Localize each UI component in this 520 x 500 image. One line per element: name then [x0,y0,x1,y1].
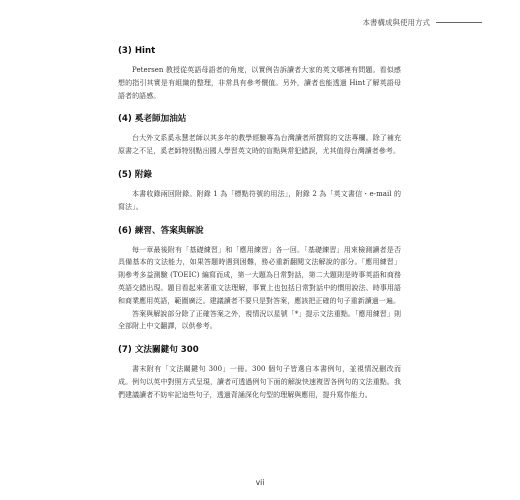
section-paragraph: 台大外文系奚永慧老師以其多年的教學經驗專為台灣讀者所撰寫的文法專欄。除了補充原書之不足，奚老師特別點出國人學習英文時的盲點與常犯錯誤，尤其值得台灣讀者參考。 [118,134,401,156]
header-rule [436,22,482,23]
section-teacher-column [118,114,401,158]
section-paragraph: 每一章最後附有「基礎練習」和「應用練習」各一回。「基礎練習」用來檢測讀者是否具備基本的文法能力，如果答題時遇到困難，務必重新翻閱文法解說的部分。「應用練習」則參考多益測驗 (TOEIC) 編寫而成，第一大題為日常對話，第二大題則是時事英語和商務英語交錯出現。題目看起來著重文法理解，事實上也包括日常對話中的慣用說法、時事用語和商業應用英語，範圍廣泛。建議讀者不要只是對答案，應該把正確的句子重新讀過一遍。 [118,245,401,305]
section-exercises [118,226,401,334]
section-paragraph: Petersen 教授從英語母語者的角度，以實例告訴讀者大家的英文哪裡有問題。看似感想的指引其實是有組織的整理，非常具有參考價值。另外，讀者也能透過 Hint了解英語母語者的語感。 [118,66,401,100]
page-number: vii [255,478,265,487]
page-body [118,46,401,414]
running-header [363,17,483,28]
section-heading: (7) 文法關鍵句 300 [118,345,199,356]
section-hint [118,46,401,102]
section-paragraph: 本書收錄兩回附錄。附錄 1 為「標點符號的用法」，附錄 2 為「英文書信・e-mail 的寫法」。 [118,189,401,211]
section-appendix [118,170,401,214]
section-heading: (3) Hint [118,46,156,56]
section-paragraph: 書末附有「文法關鍵句 300」一冊。300 個句子皆選自本書例句，並視情況刪改而成。例句以英中對照方式呈現，讀者可透過例句下面的解說快速複習各例句的文法重點。我們建議讀者不妨牢記這些句子，透過背誦深化句型的理解與應用，提升寫作能力。 [118,365,401,399]
running-title: 本書構成與使用方式 [362,18,430,27]
section-heading: (6) 練習、答案與解說 [118,225,204,236]
section-paragraph: 答案與解說部分除了正確答案之外，視情況以星號「*」提示文法重點。「應用練習」則全部附上中文翻譯，以供參考。 [118,309,401,331]
section-key-sentences [118,345,401,401]
section-heading: (5) 附錄 [118,169,153,180]
section-heading: (4) 奚老師加油站 [118,114,187,125]
